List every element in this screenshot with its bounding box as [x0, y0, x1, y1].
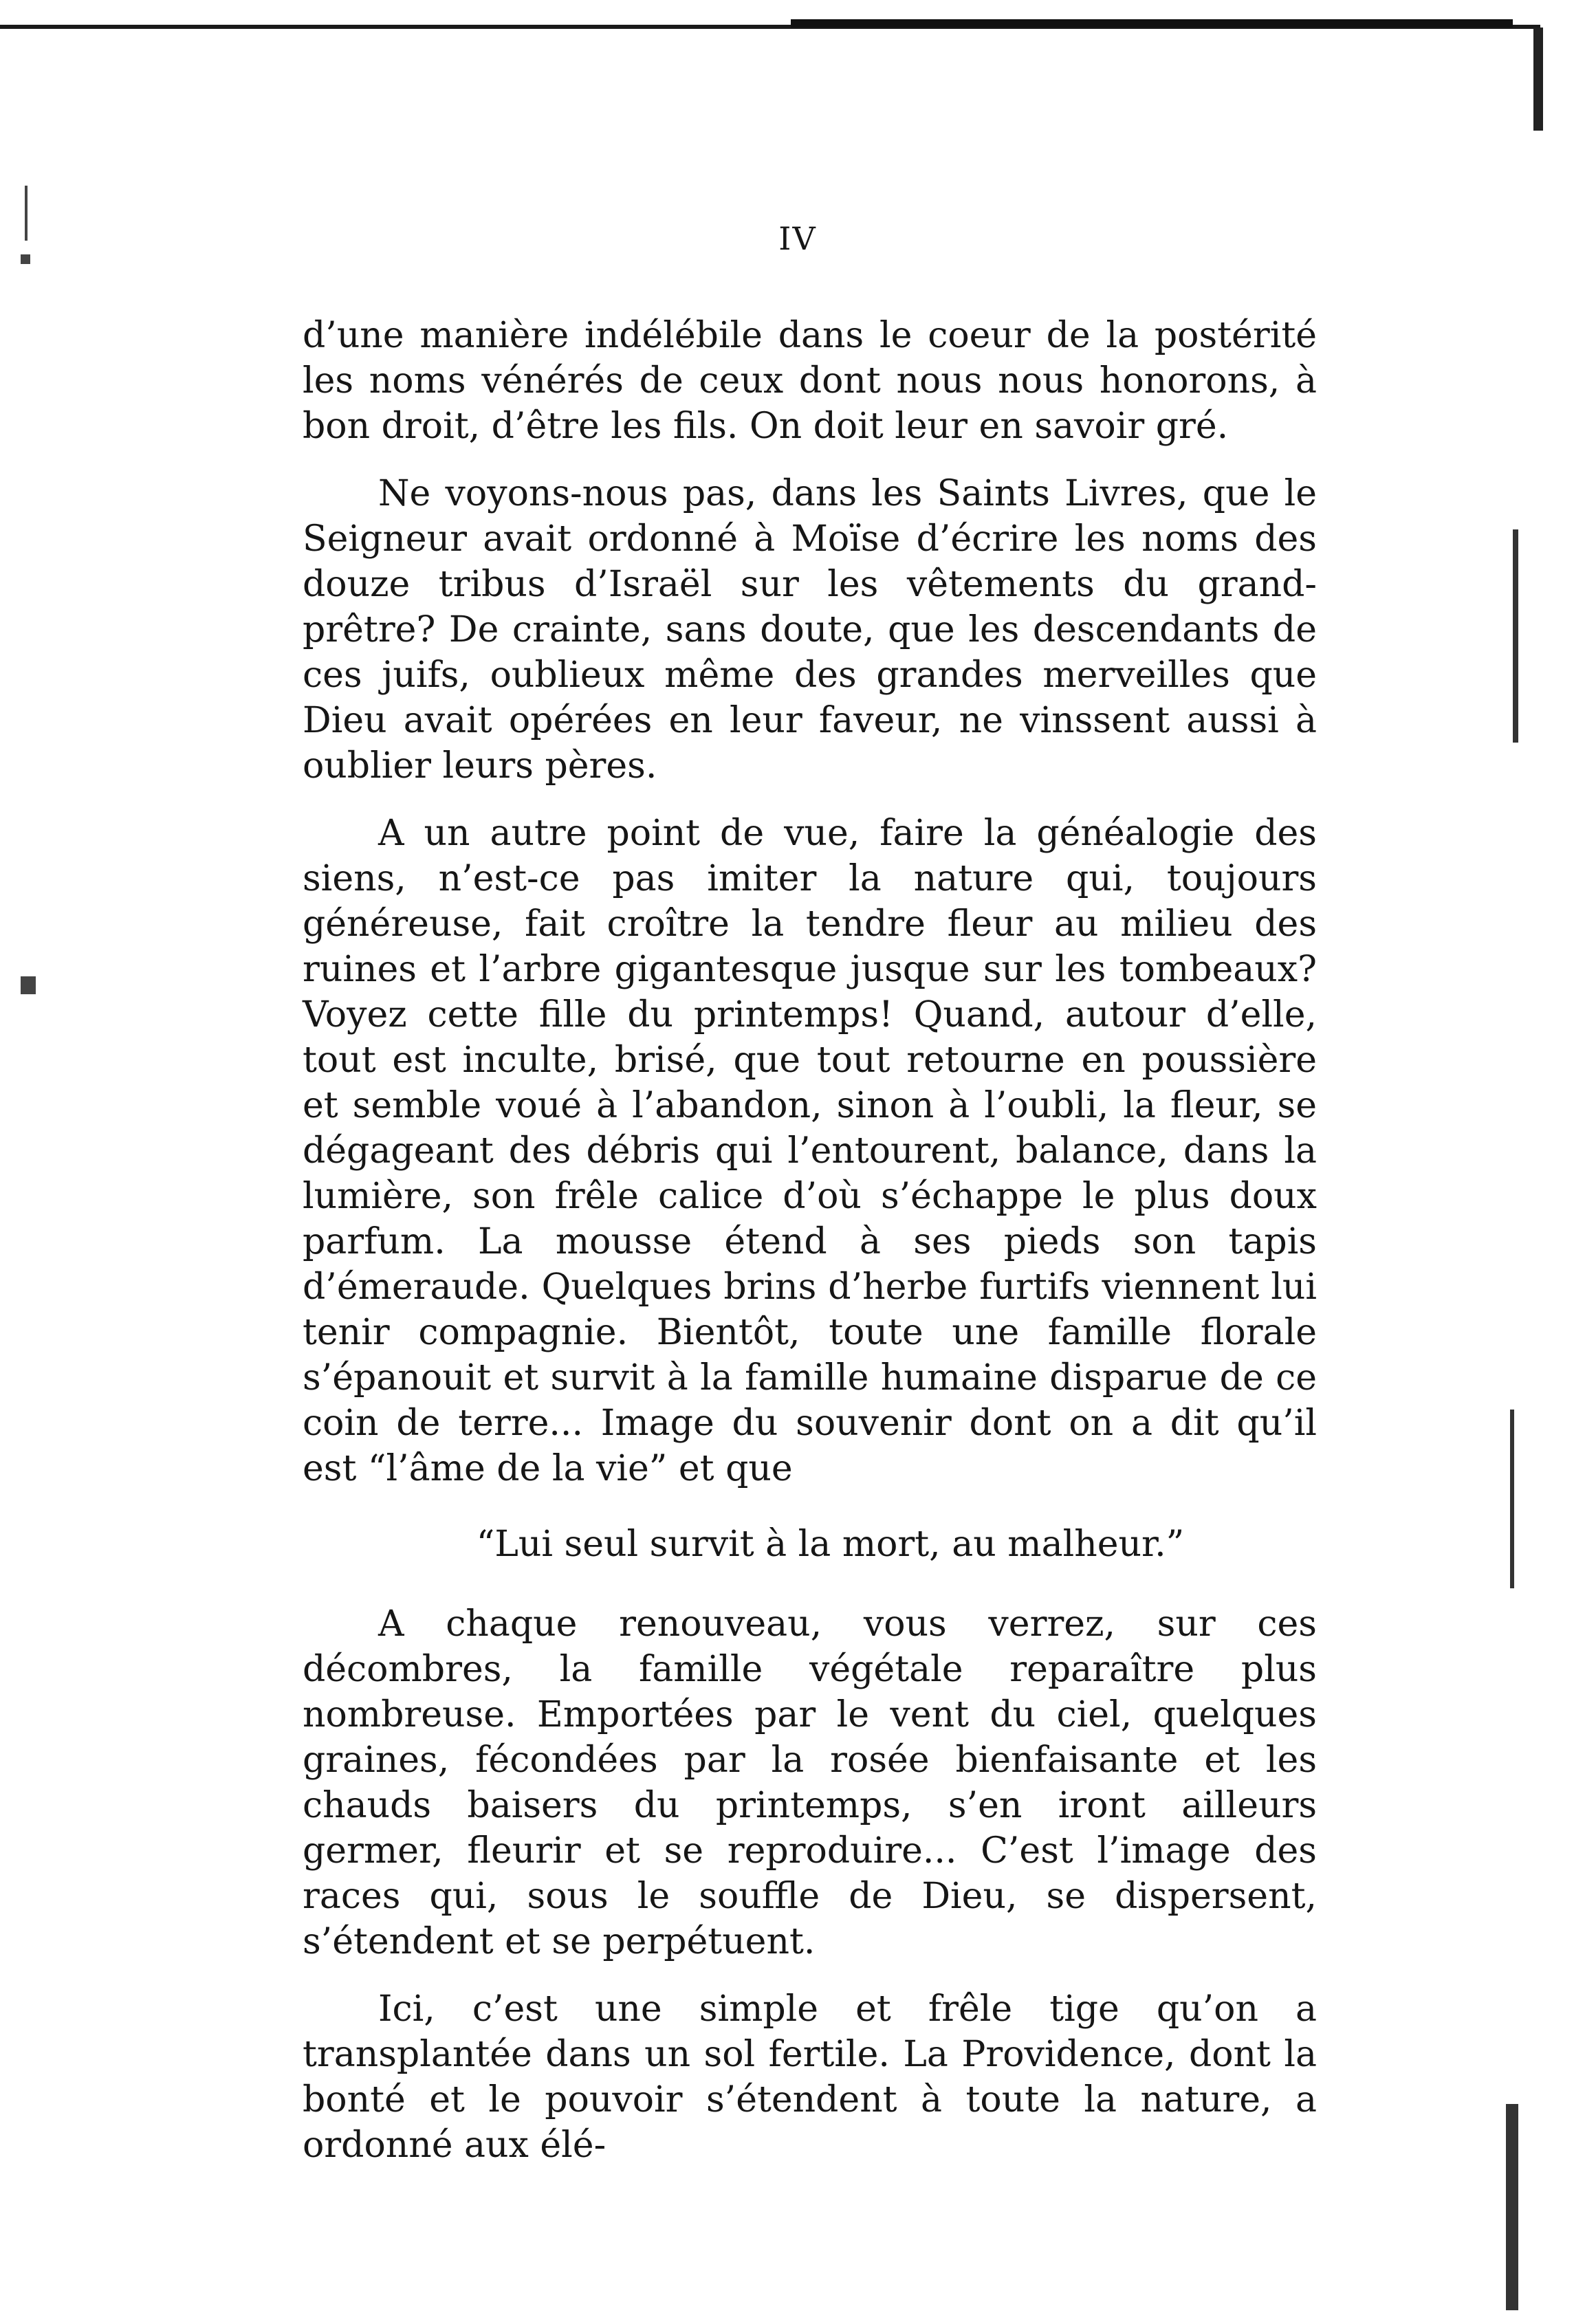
page-number: IV — [778, 220, 817, 257]
paragraph-gap — [303, 1567, 1317, 1601]
scan-left-margin-mark — [21, 254, 30, 264]
paragraph-gap — [303, 789, 1317, 811]
paragraph-gap — [303, 1964, 1317, 1986]
scan-right-margin-mark — [1513, 529, 1518, 743]
scan-right-margin-mark — [1506, 2104, 1518, 2310]
paragraph: Ici, c’est une simple et frêle tige qu’on a transplantée dans un sol fertile. La Providence, dont la bonté et le pouvoir s’étendent à toute la nature, a ordonné aux élé- — [303, 1988, 1317, 2166]
scan-right-margin-mark — [1510, 1410, 1514, 1588]
scan-right-edge-mark — [1533, 28, 1543, 131]
scan-top-border-thick — [791, 19, 1513, 28]
paragraph-gap — [303, 1491, 1317, 1522]
paragraph: A chaque renouveau, vous verrez, sur ces décombres, la famille végétale reparaître plus nombreuse. Emportées par le vent du ciel, quelques graines, fécondées par la rosée bienfaisante et les chauds baisers du printemps, s’en iront ailleurs germer, fleurir et se reproduire... C’est l’image des races qui, sous le souffle de Dieu, se dispersent, s’étendent et se perpétuent. — [303, 1603, 1317, 1962]
page-body-text — [303, 313, 1317, 2168]
paragraph: A un autre point de vue, faire la généalogie des siens, n’est-ce pas imiter la nature qui, toujours généreuse, fait croître la tendre fleur au milieu des ruines et l’arbre gigantesque jusque sur les tombeaux? Voyez cette fille du printemps! Quand, autour d’elle, tout est inculte, brisé, que tout retourne en poussière et semble voué à l’abandon, sinon à l’oubli, la fleur, se dégageant des débris qui l’entourent, balance, dans la lumière, son frêle calice d’où s’échappe le plus doux parfum. La mousse étend à ses pieds son tapis d’émeraude. Quelques brins d’herbe furtifs viennent lui tenir compagnie. Bientôt, toute une famille florale s’épanouit et survit à la famille humaine disparue de ce coin de terre... Image du souvenir dont on a dit qu’il est “l’âme de la vie” et que — [303, 813, 1317, 1489]
paragraph: Ne voyons-nous pas, dans les Saints Livres, que le Seigneur avait ordonné à Moïse d’écrire les noms des douze tribus d’Israël sur les vêtements du grand-prêtre? De crainte, sans doute, que les descendants de ces juifs, oublieux même des grandes merveilles que Dieu avait opérées en leur faveur, ne vinssent aussi à oublier leurs pères. — [303, 473, 1317, 787]
scan-left-margin-mark — [25, 186, 28, 241]
quotation: “Lui seul survit à la mort, au malheur.” — [476, 1524, 1185, 1565]
scan-left-margin-mark — [21, 976, 36, 994]
paragraph: d’une manière indélébile dans le coeur de la postérité les noms vénérés de ceux dont nous nous honorons, à bon droit, d’être les fils. On doit leur en savoir gré. — [303, 315, 1317, 447]
paragraph-gap — [303, 449, 1317, 471]
